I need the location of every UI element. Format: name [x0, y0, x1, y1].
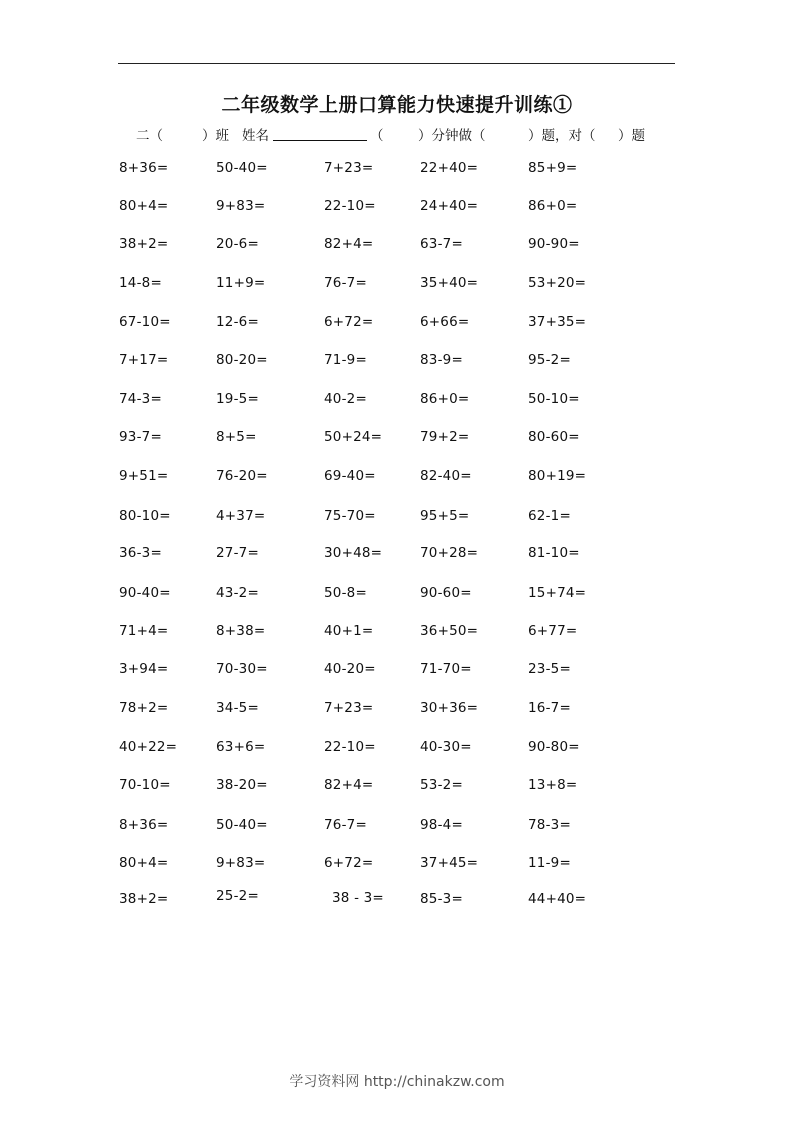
problem-item: 22+40=	[420, 160, 479, 176]
problem-item: 38 - 3=	[332, 890, 384, 906]
problem-item: 76-7=	[324, 817, 367, 833]
problem-item: 70+28=	[420, 545, 479, 561]
problem-item: 25-2=	[216, 888, 259, 904]
problem-item: 7+17=	[119, 352, 169, 368]
problem-item: 80-60=	[528, 429, 580, 445]
problem-item: 15+74=	[528, 585, 587, 601]
problem-item: 79+2=	[420, 429, 470, 445]
problem-item: 50-40=	[216, 817, 268, 833]
problem-item: 40-30=	[420, 739, 472, 755]
problem-item: 70-10=	[119, 777, 171, 793]
grade-label: 二（	[136, 128, 163, 144]
problem-item: 82+4=	[324, 777, 374, 793]
problem-item: 50-8=	[324, 585, 367, 601]
correct-label: ）题	[618, 128, 645, 144]
problem-item: 86+0=	[420, 391, 470, 407]
problem-item: 38+2=	[119, 236, 169, 252]
problem-item: 11+9=	[216, 275, 266, 291]
problem-item: 8+38=	[216, 623, 266, 639]
problem-item: 82-40=	[420, 468, 472, 484]
worksheet-title: 二年级数学上册口算能力快速提升训练①	[221, 94, 573, 116]
problem-item: 6+66=	[420, 314, 470, 330]
problem-item: 4+37=	[216, 508, 266, 524]
problem-item: 6+72=	[324, 855, 374, 871]
done-label: ）题，对（	[528, 128, 596, 144]
problem-item: 75-70=	[324, 508, 376, 524]
problem-item: 74-3=	[119, 391, 162, 407]
problem-item: 63-7=	[420, 236, 463, 252]
problem-item: 13+8=	[528, 777, 578, 793]
problem-item: 27-7=	[216, 545, 259, 561]
problem-item: 95-2=	[528, 352, 571, 368]
problem-item: 6+72=	[324, 314, 374, 330]
problem-item: 6+77=	[528, 623, 578, 639]
problem-item: 38-20=	[216, 777, 268, 793]
problem-item: 50+24=	[324, 429, 383, 445]
problem-item: 98-4=	[420, 817, 463, 833]
problem-item: 40+1=	[324, 623, 374, 639]
problem-item: 9+51=	[119, 468, 169, 484]
time-label: ）分钟做（	[418, 128, 486, 144]
problem-item: 93-7=	[119, 429, 162, 445]
problem-item: 95+5=	[420, 508, 470, 524]
problem-item: 83-9=	[420, 352, 463, 368]
problem-item: 40-2=	[324, 391, 367, 407]
problem-item: 40+22=	[119, 739, 178, 755]
problem-item: 3+94=	[119, 661, 169, 677]
problem-item: 81-10=	[528, 545, 580, 561]
problem-item: 34-5=	[216, 700, 259, 716]
problem-item: 24+40=	[420, 198, 479, 214]
problem-item: 11-9=	[528, 855, 571, 871]
problem-item: 76-7=	[324, 275, 367, 291]
problem-item: 85-3=	[420, 891, 463, 907]
problem-item: 38+2=	[119, 891, 169, 907]
problem-item: 23-5=	[528, 661, 571, 677]
problem-item: 36-3=	[119, 545, 162, 561]
problem-item: 62-1=	[528, 508, 571, 524]
problem-item: 30+36=	[420, 700, 479, 716]
problem-item: 22-10=	[324, 739, 376, 755]
problem-item: 37+45=	[420, 855, 479, 871]
problem-item: 30+48=	[324, 545, 383, 561]
problem-item: 16-7=	[528, 700, 571, 716]
problem-item: 9+83=	[216, 855, 266, 871]
problem-item: 22-10=	[324, 198, 376, 214]
time-open-paren: （	[370, 128, 384, 144]
problem-item: 44+40=	[528, 891, 587, 907]
problem-item: 71-70=	[420, 661, 472, 677]
problem-item: 90-90=	[528, 236, 580, 252]
problem-item: 36+50=	[420, 623, 479, 639]
problem-item: 67-10=	[119, 314, 171, 330]
problem-item: 20-6=	[216, 236, 259, 252]
problem-item: 43-2=	[216, 585, 259, 601]
problem-item: 53-2=	[420, 777, 463, 793]
problem-item: 50-10=	[528, 391, 580, 407]
problem-item: 9+83=	[216, 198, 266, 214]
problem-item: 53+20=	[528, 275, 587, 291]
problem-item: 12-6=	[216, 314, 259, 330]
problem-item: 78-3=	[528, 817, 571, 833]
problem-item: 86+0=	[528, 198, 578, 214]
name-label: 姓名	[242, 128, 269, 144]
problem-item: 40-20=	[324, 661, 376, 677]
problem-item: 85+9=	[528, 160, 578, 176]
problem-item: 76-20=	[216, 468, 268, 484]
problem-item: 90-80=	[528, 739, 580, 755]
class-label: ）班	[202, 128, 229, 144]
problem-item: 8+36=	[119, 817, 169, 833]
footer-source: 学习资料网 http://chinakzw.com	[289, 1074, 505, 1090]
problem-item: 50-40=	[216, 160, 268, 176]
problem-item: 8+5=	[216, 429, 257, 445]
problem-item: 82+4=	[324, 236, 374, 252]
problem-item: 8+36=	[119, 160, 169, 176]
problem-item: 69-40=	[324, 468, 376, 484]
problem-item: 80+4=	[119, 855, 169, 871]
problem-item: 78+2=	[119, 700, 169, 716]
problem-item: 19-5=	[216, 391, 259, 407]
problem-item: 70-30=	[216, 661, 268, 677]
problem-item: 63+6=	[216, 739, 266, 755]
problem-item: 14-8=	[119, 275, 162, 291]
problem-item: 7+23=	[324, 700, 374, 716]
problem-item: 37+35=	[528, 314, 587, 330]
problem-item: 7+23=	[324, 160, 374, 176]
problem-item: 80-10=	[119, 508, 171, 524]
problem-item: 35+40=	[420, 275, 479, 291]
problem-item: 80-20=	[216, 352, 268, 368]
problem-item: 90-60=	[420, 585, 472, 601]
problem-item: 71+4=	[119, 623, 169, 639]
problem-item: 71-9=	[324, 352, 367, 368]
problem-item: 90-40=	[119, 585, 171, 601]
problem-item: 80+19=	[528, 468, 587, 484]
problem-item: 80+4=	[119, 198, 169, 214]
